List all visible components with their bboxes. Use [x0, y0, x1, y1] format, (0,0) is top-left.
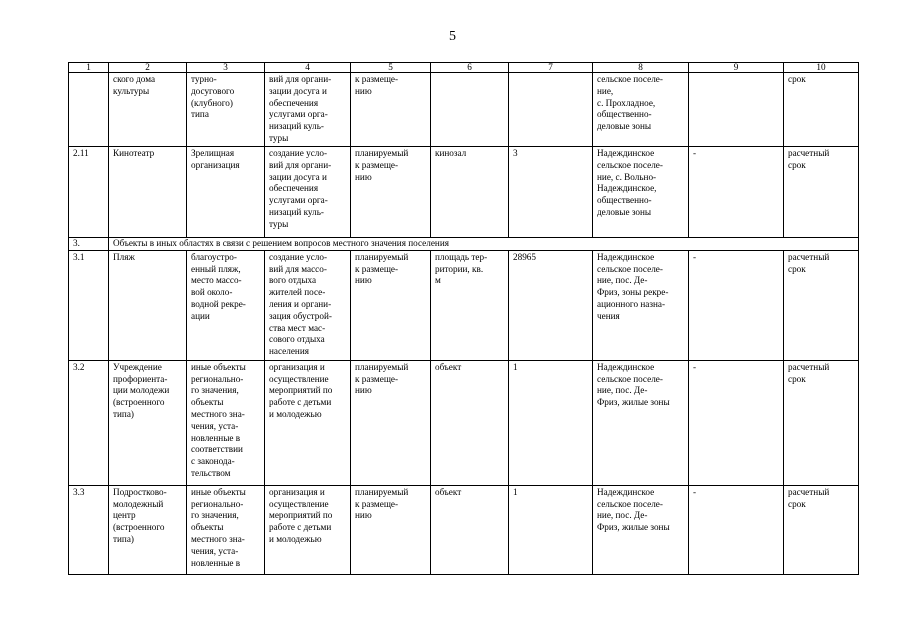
cell-line: регионально- — [191, 373, 244, 384]
cell-line: сельское поселе- — [597, 498, 663, 509]
cell-line: молодежный — [113, 498, 164, 509]
cell-line: го значения, — [191, 385, 239, 396]
cell-location — [593, 73, 689, 147]
cell-line: Фриз, зоны рекре- — [597, 287, 669, 298]
cell-line: вий для массо- — [269, 263, 327, 274]
cell-line: новленные в — [191, 557, 241, 568]
cell-line: 3 — [513, 148, 518, 158]
cell-line: и молодежью — [269, 533, 322, 544]
cell-unit — [431, 73, 509, 147]
table-row — [69, 73, 859, 147]
cell-line: создание усло- — [269, 251, 328, 262]
cell-line: с. Прохладное, — [597, 97, 656, 108]
cell-line: типа — [191, 109, 209, 120]
cell-status — [351, 73, 431, 147]
cell-line: вого отдыха — [269, 275, 317, 286]
cell-line: создание усло- — [269, 148, 328, 158]
cell-line: ции молодежи — [113, 385, 170, 396]
cell-num: 3.2 — [69, 360, 109, 485]
section-row — [69, 238, 859, 251]
cell-line: услугами орга- — [269, 109, 328, 120]
cell-line: работе с детьми — [269, 522, 332, 533]
cell-line: (встроенного — [113, 397, 165, 408]
cell-deadline — [784, 73, 859, 147]
cell-line: вий для органи- — [269, 159, 332, 170]
cell-line: Кинотеатр — [113, 148, 155, 158]
cell-line: срок — [788, 498, 806, 509]
cell-purpose — [265, 73, 351, 147]
cell-line: к размеще- — [355, 373, 399, 384]
cell-line: водной рекре- — [191, 298, 246, 309]
cell-line: Надеждинское, — [597, 183, 657, 194]
cell-col9 — [689, 250, 784, 360]
cell-line: жителей посе- — [269, 287, 326, 298]
cell-value — [509, 250, 593, 360]
cell-line: планируемый — [355, 251, 409, 262]
cell-line: (клубного) — [191, 97, 233, 108]
cell-name — [109, 485, 187, 574]
cell-line: планируемый — [355, 148, 409, 158]
cell-line: срок — [788, 74, 806, 84]
cell-line: нию — [355, 171, 372, 182]
cell-line: деловые зоны — [597, 206, 652, 217]
cell-unit — [431, 360, 509, 485]
cell-line: соответствии — [191, 444, 243, 455]
cell-line: сельское поселе- — [597, 263, 663, 274]
cell-line: досугового — [191, 85, 235, 96]
cell-purpose — [265, 147, 351, 238]
section-number: 3. — [69, 238, 109, 251]
cell-line: нию — [355, 275, 372, 286]
cell-unit — [431, 485, 509, 574]
cell-line: зация обустрой- — [269, 310, 332, 321]
table-body — [69, 63, 859, 575]
cell-line: тельством — [191, 467, 231, 478]
cell-line: сельское поселе- — [597, 159, 663, 170]
cell-col9 — [689, 485, 784, 574]
column-number-cell: 6 — [431, 63, 509, 73]
cell-line: работе с детьми — [269, 397, 332, 408]
column-number-cell: 3 — [187, 63, 265, 73]
column-number-cell: 8 — [593, 63, 689, 73]
cell-line: регионально- — [191, 498, 244, 509]
cell-type — [187, 485, 265, 574]
cell-line: Пляж — [113, 251, 135, 262]
cell-line: чения, уста- — [191, 420, 239, 431]
page-number: 5 — [449, 29, 456, 44]
cell-line: нию — [355, 385, 372, 396]
cell-line: нию — [355, 510, 372, 521]
cell-line: - — [693, 251, 697, 262]
cell-line: го значения, — [191, 510, 239, 521]
cell-line: мероприятий по — [269, 385, 333, 396]
cell-line: м — [435, 275, 441, 286]
cell-deadline — [784, 485, 859, 574]
cell-col9 — [689, 360, 784, 485]
cell-line: культуры — [113, 85, 150, 96]
cell-line: к размеще- — [355, 263, 399, 274]
cell-name — [109, 73, 187, 147]
cell-purpose — [265, 250, 351, 360]
cell-line: срок — [788, 373, 806, 384]
cell-line: организация и — [269, 486, 325, 497]
cell-line: Фриз, жилые зоны — [597, 522, 670, 533]
cell-line: объекты — [191, 397, 224, 408]
cell-line: 28965 — [513, 251, 536, 262]
cell-line: чения, уста- — [191, 545, 239, 556]
cell-line: типа) — [113, 533, 134, 544]
cell-line: енный пляж, — [191, 263, 241, 274]
cell-line: объект — [435, 486, 462, 497]
cell-line: туры — [269, 132, 289, 143]
cell-line: расчетный — [788, 251, 830, 262]
cell-type — [187, 360, 265, 485]
column-number-cell: 4 — [265, 63, 351, 73]
cell-deadline — [784, 250, 859, 360]
cell-num — [69, 73, 109, 147]
cell-line: планируемый — [355, 361, 409, 372]
cell-line: местного зна- — [191, 408, 245, 419]
cell-line: 1 — [513, 486, 518, 497]
cell-location — [593, 360, 689, 485]
column-number-cell: 2 — [109, 63, 187, 73]
cell-line: к размеще- — [355, 159, 399, 170]
cell-deadline — [784, 147, 859, 238]
cell-status — [351, 360, 431, 485]
cell-line: объекты — [191, 522, 224, 533]
cell-line: расчетный — [788, 361, 830, 372]
cell-deadline — [784, 360, 859, 485]
cell-line: новленные в — [191, 432, 241, 443]
cell-line: вой около- — [191, 287, 233, 298]
cell-value — [509, 485, 593, 574]
table-row — [69, 147, 859, 238]
table-row — [69, 485, 859, 574]
cell-line: зации досуга и — [269, 85, 327, 96]
cell-location — [593, 147, 689, 238]
cell-line: ритории, кв. — [435, 263, 484, 274]
cell-num: 3.3 — [69, 485, 109, 574]
cell-name — [109, 147, 187, 238]
column-number-cell: 5 — [351, 63, 431, 73]
cell-line: с законода- — [191, 456, 235, 467]
cell-line: ации — [191, 310, 210, 321]
cell-line: ние, пос. Де- — [597, 510, 648, 521]
cell-status — [351, 250, 431, 360]
cell-line: сельское поселе- — [597, 74, 663, 84]
cell-unit — [431, 147, 509, 238]
cell-line: низаций куль- — [269, 121, 324, 132]
cell-line: Надеждинское — [597, 486, 655, 497]
cell-line: ние, — [597, 85, 614, 96]
cell-line: (встроенного — [113, 522, 165, 533]
cell-line: ние, пос. Де- — [597, 275, 648, 286]
cell-line: обеспечения — [269, 183, 319, 194]
cell-line: деловые зоны — [597, 121, 652, 132]
cell-line: низаций куль- — [269, 206, 324, 217]
cell-line: организация и — [269, 361, 325, 372]
cell-line: ства мест мас- — [269, 322, 326, 333]
cell-line: осуществление — [269, 373, 329, 384]
cell-line: населения — [269, 346, 309, 357]
cell-line: чения — [597, 310, 620, 321]
cell-line: и молодежью — [269, 408, 322, 419]
cell-line: место массо- — [191, 275, 242, 286]
cell-line: к размеще- — [355, 74, 399, 84]
cell-line: организация — [191, 159, 240, 170]
cell-line: услугами орга- — [269, 195, 328, 206]
cell-line: зации досуга и — [269, 171, 327, 182]
cell-line: профориента- — [113, 373, 168, 384]
cell-line: турно- — [191, 74, 217, 84]
column-number-cell: 10 — [784, 63, 859, 73]
cell-line: туры — [269, 218, 289, 229]
cell-line: Надеждинское — [597, 148, 655, 158]
cell-value — [509, 73, 593, 147]
planning-table — [68, 62, 859, 575]
cell-line: центр — [113, 510, 136, 521]
cell-location — [593, 250, 689, 360]
cell-line: Подростково- — [113, 486, 167, 497]
cell-col9 — [689, 147, 784, 238]
cell-line: 1 — [513, 361, 518, 372]
cell-status — [351, 485, 431, 574]
column-number-cell: 1 — [69, 63, 109, 73]
cell-line: Фриз, жилые зоны — [597, 397, 670, 408]
section-title: Объекты в иных областях в связи с решением вопросов местного значения поселения — [109, 238, 859, 251]
cell-line: срок — [788, 159, 806, 170]
cell-num: 3.1 — [69, 250, 109, 360]
cell-line: расчетный — [788, 148, 830, 158]
cell-line: сового отдыха — [269, 334, 325, 345]
cell-location — [593, 485, 689, 574]
cell-status — [351, 147, 431, 238]
cell-type — [187, 250, 265, 360]
cell-line: осуществление — [269, 498, 329, 509]
cell-line: благоустро- — [191, 251, 237, 262]
cell-line: иные объекты — [191, 486, 246, 497]
cell-line: ние, с. Вольно- — [597, 171, 657, 182]
cell-num: 2.11 — [69, 147, 109, 238]
table-row — [69, 360, 859, 485]
cell-line: - — [693, 361, 697, 372]
cell-line: ационного назна- — [597, 298, 666, 309]
cell-value — [509, 360, 593, 485]
cell-line: местного зна- — [191, 533, 245, 544]
cell-line: типа) — [113, 408, 134, 419]
cell-line: Зрелищная — [191, 148, 235, 158]
column-number-row — [69, 63, 859, 73]
cell-line: Надеждинское — [597, 361, 655, 372]
cell-col9 — [689, 73, 784, 147]
table-row — [69, 250, 859, 360]
cell-line: срок — [788, 263, 806, 274]
cell-line: - — [693, 148, 697, 158]
cell-line: ние, пос. Де- — [597, 385, 648, 396]
cell-line: ления и органи- — [269, 298, 332, 309]
cell-line: объект — [435, 361, 462, 372]
cell-type — [187, 73, 265, 147]
cell-line: планируемый — [355, 486, 409, 497]
cell-line: вий для органи- — [269, 74, 332, 84]
cell-line: общественно- — [597, 195, 652, 206]
cell-line: кинозал — [435, 148, 467, 158]
cell-line: площадь тер- — [435, 251, 488, 262]
cell-line: к размеще- — [355, 498, 399, 509]
column-number-cell: 9 — [689, 63, 784, 73]
cell-value — [509, 147, 593, 238]
cell-line: Учреждение — [113, 361, 162, 372]
cell-line: нию — [355, 85, 372, 96]
cell-purpose — [265, 360, 351, 485]
cell-name — [109, 250, 187, 360]
cell-name — [109, 360, 187, 485]
cell-line: - — [693, 486, 697, 497]
cell-line: расчетный — [788, 486, 830, 497]
cell-line: общественно- — [597, 109, 652, 120]
cell-line: ского дома — [113, 74, 156, 84]
cell-line: Надеждинское — [597, 251, 655, 262]
cell-purpose — [265, 485, 351, 574]
cell-type — [187, 147, 265, 238]
cell-line: обеспечения — [269, 97, 319, 108]
cell-unit — [431, 250, 509, 360]
cell-line: мероприятий по — [269, 510, 333, 521]
cell-line: сельское поселе- — [597, 373, 663, 384]
cell-line: иные объекты — [191, 361, 246, 372]
column-number-cell: 7 — [509, 63, 593, 73]
